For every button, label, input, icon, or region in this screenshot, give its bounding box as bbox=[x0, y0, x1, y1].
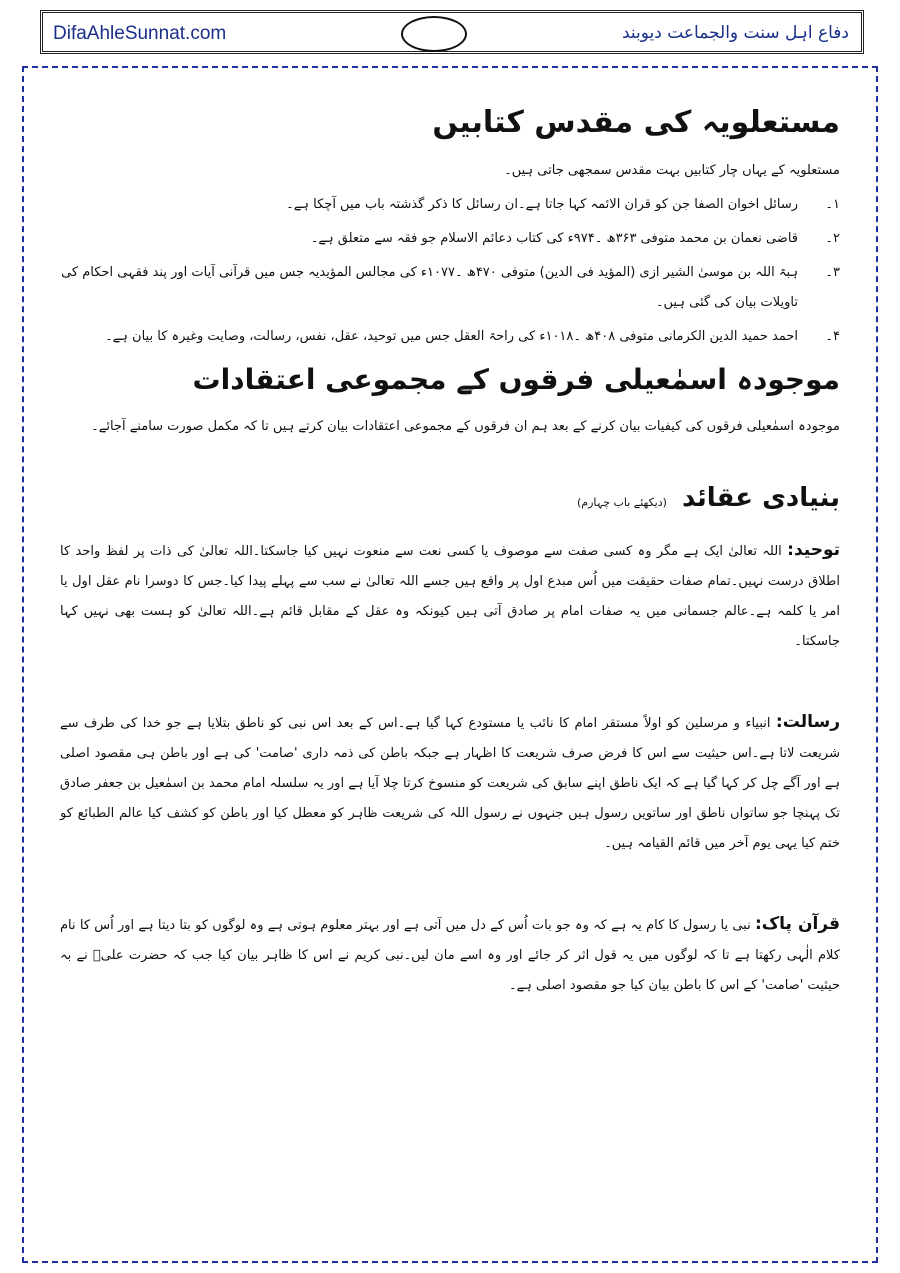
list-number: ۴۔ bbox=[825, 329, 840, 344]
risalat-paragraph bbox=[60, 707, 840, 859]
list-text: قاضی نعمان بن محمد متوفی ۳۶۳ھ ۔۹۷۴ء کی کتاب دعائم الاسلام جو فقہ سے متعلق ہے۔ bbox=[310, 231, 798, 246]
tawheed-paragraph bbox=[60, 535, 840, 657]
books-heading: مستعلویہ کی مقدس کتابیں bbox=[432, 105, 840, 140]
risalat-text: انبیاء و مرسلین کو اولاً مستقر امام کا نائب یا مستودع کہا گیا ہے۔اس کے بعد اس نبی کو ناطق بتلایا ہے جو خدا کی طرف سے شریعت لاتا ہے۔اس حیثیت سے اس کا فرض صرف شریعت کا اظہار ہے جبکہ باطن کی ذمہ داری 'صامت' کی ہے اور باطن ہی مقصود اصلی ہے اور آگے چل کر کہا گیا ہے کہ ایک ناطق اپنے سابق کی شریعت کو منسوخ کرتا چلا آیا ہے اور یہ سلسلہ امام محمد بن اسمٰعیل بن جعفر صادق تک پہنچا جو ساتواں ناطق اور ساتویں رسول ہیں جنہوں نے رسول اللہ کی شریعت ظاہر کو معطل کیا اور باطن کو کشف کیا عالم الطبائع کو ختم کیا یہی یوم آخر میں قائم القیامہ ہیں۔ bbox=[60, 716, 840, 851]
tawheed-text: اللہ تعالیٰ ایک ہے مگر وہ کسی صفت سے موصوف یا کسی نعت سے منعوت نہیں کیا جاسکتا۔اللہ تعالیٰ کی ذات پر لفظ واحد کا اطلاق درست نہیں۔تمام صفات حقیقت میں اُس مبدع اول پر واقع ہیں جسے اللہ تعالیٰ نے سب سے پہلے پیدا کیا۔جس کا دوسرا نام عقل اول یا امر یا کلمہ ہے۔عالم جسمانی میں یہ صفات امام پر صادق آتی ہیں کیونکہ وہ عقل کے مقابل قائم ہے۔اللہ تعالیٰ کو ہست بھی نہیں کہا جاسکتا۔ bbox=[60, 544, 840, 649]
beliefs-intro: موجودہ اسمٰعیلی فرقوں کی کیفیات بیان کرنے کے بعد ہم ان فرقوں کے مجموعی اعتقادات بیان کرتے ہیں تا کہ مکمل صورت سامنے آجائے۔ bbox=[91, 419, 840, 434]
books-intro: مستعلویہ کے یہاں چار کتابیں بہت مقدس سمجھی جاتی ہیں۔ bbox=[504, 163, 840, 178]
page-content bbox=[60, 100, 840, 1001]
quran-paragraph bbox=[60, 909, 840, 1001]
header-title: دفاع اہل سنت والجماعت دیوبند bbox=[621, 23, 849, 43]
list-text: احمد حمید الدین الکرمانی متوفی ۴۰۸ھ ۔۱۰۱۸ء کی راحۃ العقل جس میں توحید، عقل، نفس، رسالت، وصایت وغیرہ کا بیان ہے۔ bbox=[105, 329, 798, 344]
list-text: ہبۃ اللہ بن موسیٰ الشیر ازی (المؤید فی الدین) متوفی ۴۷۰ھ ۔۱۰۷۷ء کی مجالس المؤیدیہ جس میں قرآنی آیات اور پند فقہی احکام کی تاویلات بیان کی گئی ہیں۔ bbox=[61, 265, 798, 310]
basic-beliefs-title: بنیادی عقائد bbox=[682, 483, 840, 513]
risalat-lead: رسالت: bbox=[775, 712, 840, 732]
site-url: DifaAhleSunnat.com bbox=[53, 23, 227, 44]
basic-beliefs-note: (دیکھئے باب چہارم) bbox=[577, 496, 667, 509]
basic-beliefs-heading bbox=[60, 478, 840, 523]
quran-text: نبی یا رسول کا کام یہ ہے کہ وہ جو بات اُس کے دل میں آتی ہے اور بہتر معلوم ہوتی ہے وہ لوگوں کو بتا دیتا ہے اور اُس کا نام کلام الٰہی رکھتا ہے تا کہ لوگوں میں یہ قول اثر کر جائے اور وہ اسے مان لیں۔نبی کریم نے اس کا ظاہر بیان کیا جب کہ حضرت علیؓ نے بہ حیثیت 'صامت' کے اس کا باطن بیان کیا جو مقصود اصلی ہے۔ bbox=[60, 918, 840, 993]
page-number-oval bbox=[401, 16, 467, 52]
beliefs-heading: موجودہ اسمٰعیلی فرقوں کے مجموعی اعتقادات bbox=[192, 363, 840, 396]
quran-lead: قرآن پاک: bbox=[754, 914, 840, 934]
list-number: ۱۔ bbox=[825, 197, 840, 212]
page-header bbox=[40, 10, 864, 54]
list-item bbox=[60, 224, 840, 254]
list-item bbox=[60, 190, 840, 220]
list-text: رسائل اخوان الصفا جن کو قران الائمہ کہا جاتا ہے۔ان رسائل کا ذکر گذشتہ باب میں آچکا ہے۔ bbox=[286, 197, 798, 212]
list-number: ۳۔ bbox=[825, 265, 840, 280]
tawheed-lead: توحید: bbox=[787, 540, 841, 560]
list-number: ۲۔ bbox=[825, 231, 840, 246]
list-item bbox=[60, 322, 840, 352]
list-item bbox=[60, 258, 840, 318]
